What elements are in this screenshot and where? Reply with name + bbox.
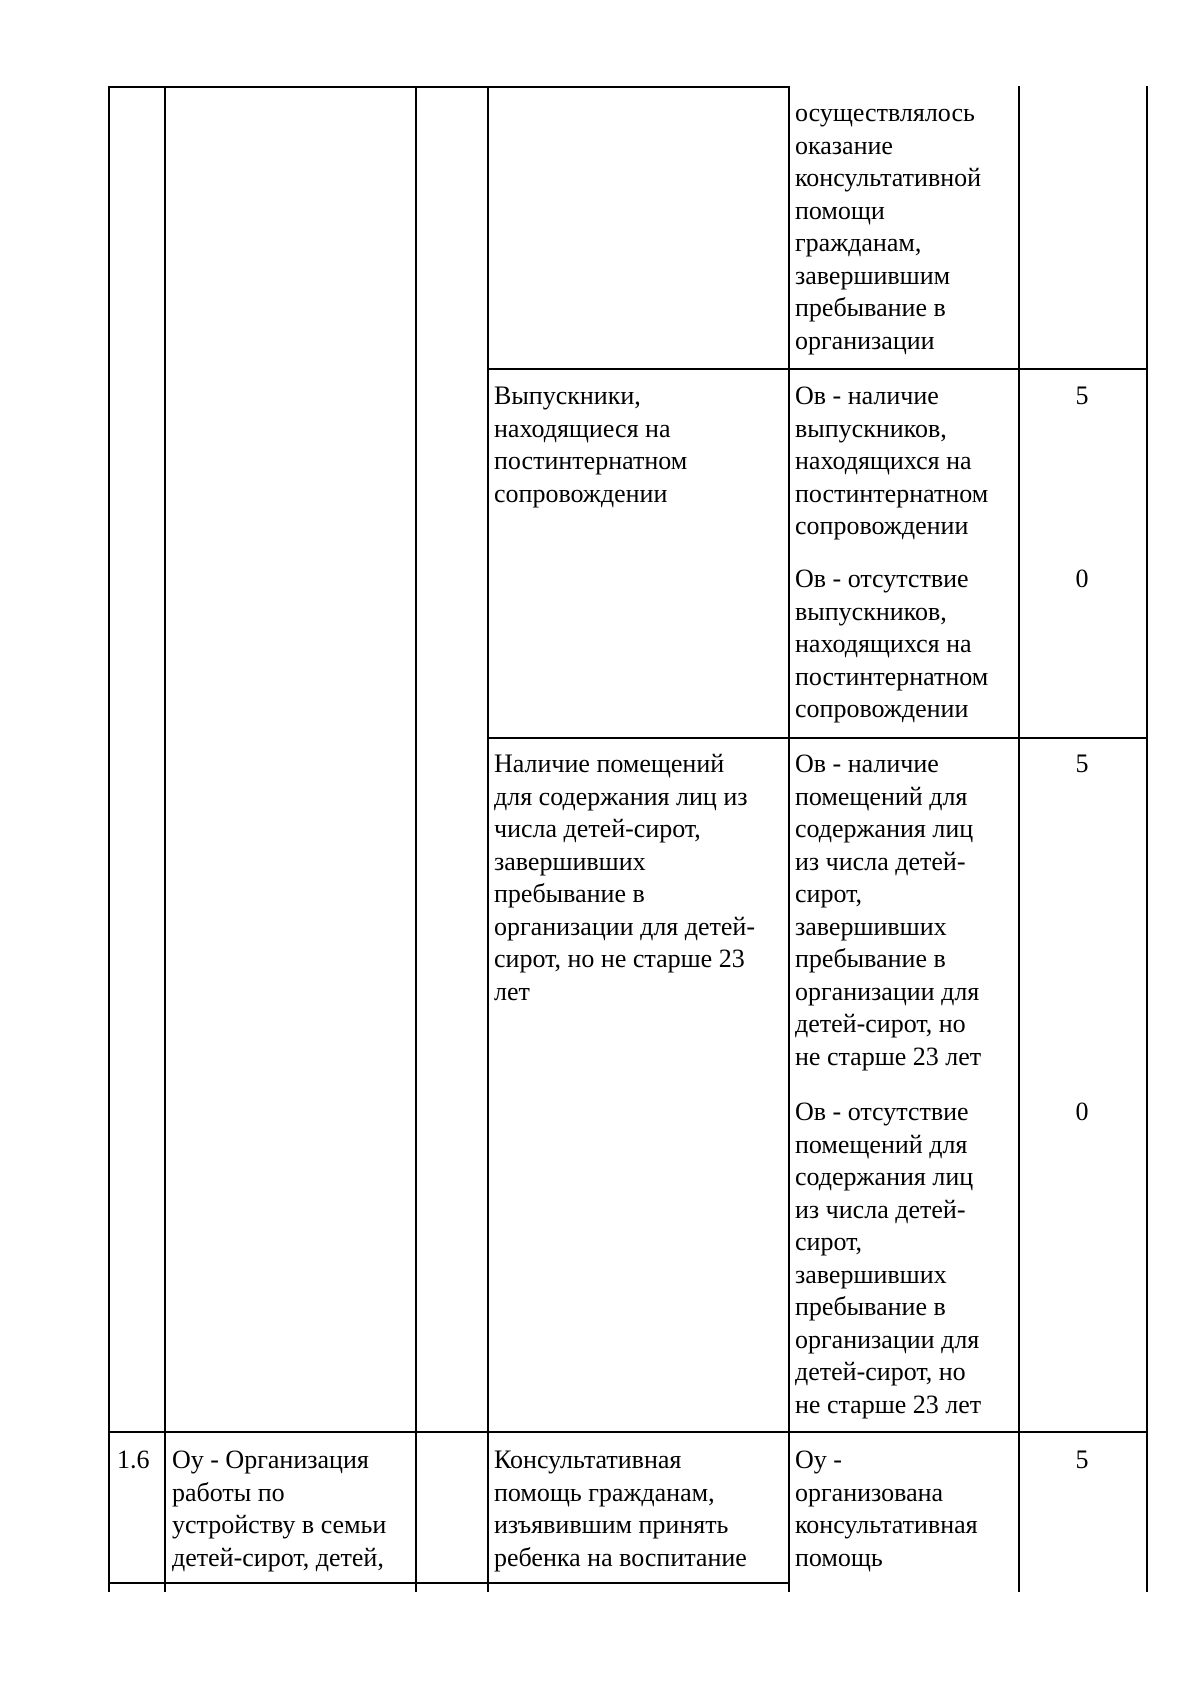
criterion-text: осуществлялось оказание консультативной помощи гражданам, завершившим пребывание в организации [795, 98, 982, 355]
score-value: 5 [1075, 1445, 1089, 1474]
option-text: Оу - организована консультативная помощь [795, 1445, 978, 1572]
grid-line [1146, 86, 1148, 1592]
row-number: 1.6 [117, 1445, 150, 1474]
grid-line [108, 86, 110, 1592]
grid-line [788, 86, 790, 1592]
score-value: 0 [1075, 564, 1089, 593]
grid-line [487, 737, 1148, 739]
grid-line [415, 86, 417, 1592]
grid-line [1018, 86, 1020, 1592]
score-value: 0 [1075, 1097, 1089, 1126]
option-text: Ов - наличие выпускников, находящихся на постинтернатном сопровождении [795, 381, 989, 540]
criterion-name: Оу - Организация работы по устройству в семьи детей-сирот, детей, [172, 1445, 387, 1572]
option-text: Ов - отсутствие помещений для содержания лиц из числа детей- сирот, завершивших пребывание в организации для детей-сирот, но не старше 23 лет [795, 1097, 982, 1419]
indicator-text: Консультативная помощь гражданам, изъявившим принять ребенка на воспитание [494, 1445, 747, 1572]
score-value: 5 [1075, 749, 1089, 778]
grid-line [108, 86, 790, 88]
indicator-text: Выпускники, находящиеся на постинтернатном сопровождении [494, 381, 688, 508]
option-text: Ов - отсутствие выпускников, находящихся на постинтернатном сопровождении [795, 564, 989, 723]
score-value: 5 [1075, 381, 1089, 410]
grid-line [487, 86, 489, 1592]
grid-line [108, 1431, 1148, 1433]
indicator-text: Наличие помещений для содержания лиц из числа детей-сирот, завершивших пребывание в организации для детей- сирот, но не старше 23 лет [494, 749, 755, 1006]
option-text: Ов - наличие помещений для содержания лиц из числа детей- сирот, завершивших пребывание в организации для детей-сирот, но не старше 23 лет [795, 749, 982, 1071]
grid-line [164, 86, 166, 1592]
grid-line [108, 1582, 790, 1584]
grid-line [487, 368, 1148, 370]
